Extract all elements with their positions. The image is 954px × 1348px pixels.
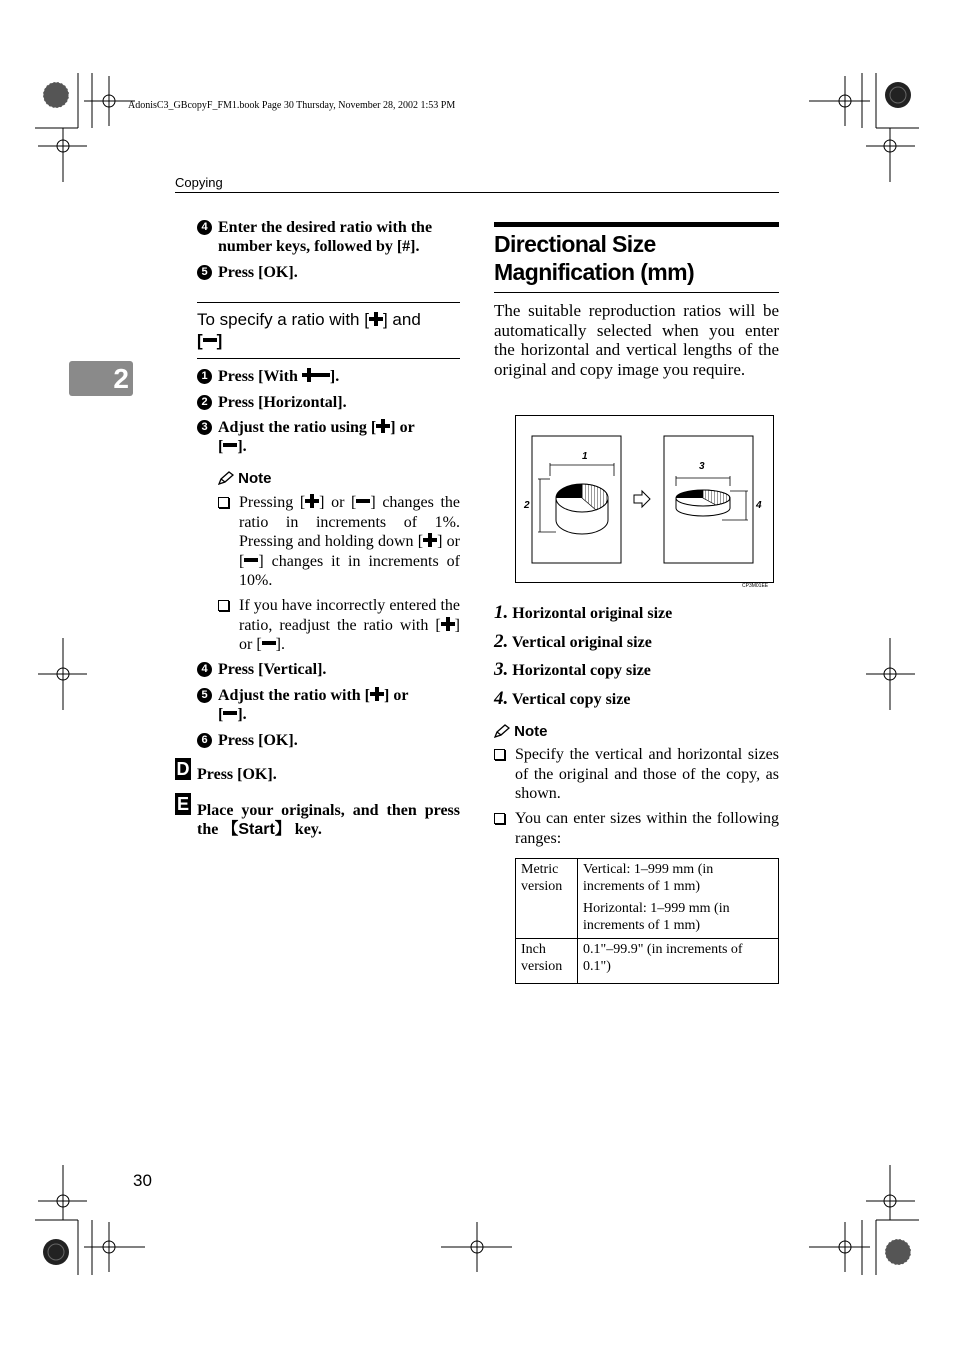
mid-step-3-d: ]. — [237, 438, 247, 455]
plus-icon — [441, 617, 455, 631]
page-number: 30 — [133, 1171, 152, 1190]
mid-step-5-d: ]. — [237, 706, 247, 723]
checkbox-bullet-icon — [218, 497, 229, 508]
section-heading: Directional Size Magnification (mm) — [494, 231, 695, 285]
right-note-2 — [494, 809, 779, 849]
mid-step-5-text — [218, 686, 460, 724]
file-info: AdonisC3_GBcopyF_FM1.book Page 30 Thursday, November 28, 2002 1:53 PM — [128, 100, 456, 111]
legend-num-4: 4. — [494, 688, 509, 709]
mid-step-1-b: ]. — [329, 368, 340, 385]
left-note-2-c: ]. — [275, 636, 285, 653]
right-note-1 — [494, 745, 779, 805]
subsection-title — [197, 309, 460, 351]
main-step-d-marker: D — [176, 759, 190, 779]
subsection-title-c: [ — [197, 331, 203, 350]
arrow-right-icon — [634, 491, 650, 507]
step-number-3: 3 — [197, 420, 212, 435]
pencil-icon — [494, 724, 510, 738]
main-step-e-a: Place your originals, and then press the — [197, 802, 460, 838]
mid-step-3-c: [ — [218, 438, 224, 455]
legend-text-3: Horizontal copy size — [512, 662, 651, 679]
step-number-1: 1 — [197, 369, 212, 384]
minus-icon — [244, 553, 258, 567]
legend-text-2: Vertical original size — [511, 634, 652, 651]
step-number-6: 6 — [197, 733, 212, 748]
checkbox-bullet-icon — [494, 813, 505, 824]
subsection-title-b: ] and — [382, 310, 421, 329]
label-3: 3 — [699, 461, 705, 472]
heading-rule — [494, 292, 779, 293]
left-note-1-text — [239, 493, 460, 591]
minus-icon — [223, 438, 237, 452]
left-note-1-e: ] or [ — [239, 533, 460, 570]
table-cell-version: Inch version — [516, 939, 578, 984]
mid-step-1-text — [218, 367, 460, 386]
left-note-2-text — [239, 596, 460, 655]
left-note-2-b: ] or [ — [239, 616, 460, 653]
header-rule — [175, 192, 779, 193]
minus-icon — [316, 368, 330, 382]
main-step-e-b: key. — [290, 821, 322, 838]
legend-num-1: 1. — [494, 602, 509, 623]
minus-icon — [262, 636, 276, 650]
left-note-1 — [218, 493, 460, 593]
mid-step-2-text: Press [Horizontal]. — [218, 394, 347, 411]
legend-item-4 — [494, 688, 630, 710]
section-header: Copying — [175, 175, 223, 190]
ranges-table — [515, 858, 779, 984]
checkbox-bullet-icon — [218, 600, 229, 611]
subsection-rule-bottom — [197, 358, 460, 359]
legend-item-3 — [494, 659, 651, 681]
table-row — [516, 859, 779, 939]
plus-icon — [370, 687, 384, 701]
left-note-1-d: [ — [417, 533, 424, 550]
mid-step-1-a: Press [With — [218, 368, 302, 385]
main-step-d-text: Press [OK]. — [197, 766, 277, 783]
step-number-2: 2 — [197, 395, 212, 410]
legend-text-4: Vertical copy size — [511, 691, 631, 708]
note-title-right: Note — [514, 723, 548, 740]
substep-5-text: Press [OK]. — [218, 264, 298, 281]
table-row — [516, 939, 779, 984]
step-number-5b: 5 — [197, 688, 212, 703]
step-number-5: 5 — [197, 265, 212, 280]
minus-icon — [356, 494, 370, 508]
intro-paragraph: The suitable reproduction ratios will be automatically selected when you enter the horizontal and vertical lengths of the original and copy image you require. — [494, 301, 779, 379]
label-2: 2 — [524, 500, 530, 511]
mid-step-5-a: Adjust the ratio with [ — [218, 687, 370, 704]
step-number-4: 4 — [197, 220, 212, 235]
plus-icon — [423, 533, 437, 547]
main-step-e-marker: E — [176, 794, 189, 814]
subsection-rule-top — [197, 302, 460, 303]
legend-item-1 — [494, 602, 672, 624]
table-cell-version: Metric version — [516, 859, 578, 939]
minus-icon — [223, 706, 237, 720]
copy-pie — [676, 490, 730, 516]
label-1: 1 — [582, 451, 588, 462]
left-note-2-a: If you have incorrectly entered the ratio, readjust the ratio with [ — [239, 597, 460, 634]
table-value: Horizontal: 1–999 mm (in increments of 1 mm) — [583, 901, 730, 933]
subsection-title-a: To specify a ratio with [ — [197, 310, 369, 329]
chapter-number: 2 — [113, 363, 129, 394]
note-heading-right — [494, 723, 548, 740]
step-number-4b: 4 — [197, 662, 212, 677]
substep-4-text: Enter the desired ratio with the number keys, followed by [#]. — [218, 219, 433, 255]
checkbox-bullet-icon — [494, 749, 505, 760]
left-note-1-f: ] changes it in increments of 10%. — [239, 552, 460, 589]
label-4: 4 — [756, 500, 762, 511]
legend-item-2 — [494, 631, 652, 653]
mid-step-3-b: ] or — [390, 419, 415, 436]
right-note-1-text: Specify the vertical and horizontal sizes of the original and those of the copy, as shown. — [515, 746, 779, 802]
pencil-icon — [218, 471, 234, 485]
plus-icon — [305, 494, 319, 508]
left-note-1-b: ] or [ — [319, 494, 357, 511]
legend-num-3: 3. — [494, 659, 509, 680]
original-pie — [556, 484, 608, 534]
legend-text-1: Horizontal original size — [512, 605, 673, 622]
left-note-1-a: Pressing [ — [239, 494, 306, 511]
table-value: Vertical: 1–999 mm (in increments of 1 mm) — [583, 862, 714, 894]
table-cell-values — [578, 939, 779, 984]
left-note-1-c: ] changes the ratio in increments of 1%. Pressing and holding down — [239, 494, 460, 550]
left-note-2 — [218, 596, 460, 658]
plus-icon — [302, 368, 316, 382]
mid-step-4-text: Press [Vertical]. — [218, 661, 327, 678]
mid-step-3-text — [218, 418, 460, 456]
heading-bar — [494, 222, 779, 227]
size-diagram — [515, 415, 774, 583]
start-key-label: 【Start】 — [222, 821, 291, 838]
note-heading-left — [218, 470, 272, 487]
main-step-e-text — [197, 801, 460, 839]
right-note-2-text: You can enter sizes within the following ranges: — [515, 810, 779, 847]
mid-step-5-c: [ — [218, 706, 224, 723]
note-title-left: Note — [238, 470, 272, 487]
minus-icon — [203, 333, 217, 347]
plus-icon — [369, 312, 383, 326]
legend-num-2: 2. — [494, 631, 509, 652]
size-diagram-svg — [516, 416, 773, 582]
plus-icon — [376, 419, 390, 433]
figure-code: CP3M01EE — [742, 583, 769, 589]
subsection-title-d: ] — [216, 331, 223, 350]
mid-step-3-a: Adjust the ratio using [ — [218, 419, 377, 436]
mid-step-5-b: ] or — [384, 687, 409, 704]
table-value: 0.1"–99.9" (in increments of 0.1") — [583, 942, 743, 974]
table-cell-values — [578, 859, 779, 939]
mid-step-6-text: Press [OK]. — [218, 732, 298, 749]
